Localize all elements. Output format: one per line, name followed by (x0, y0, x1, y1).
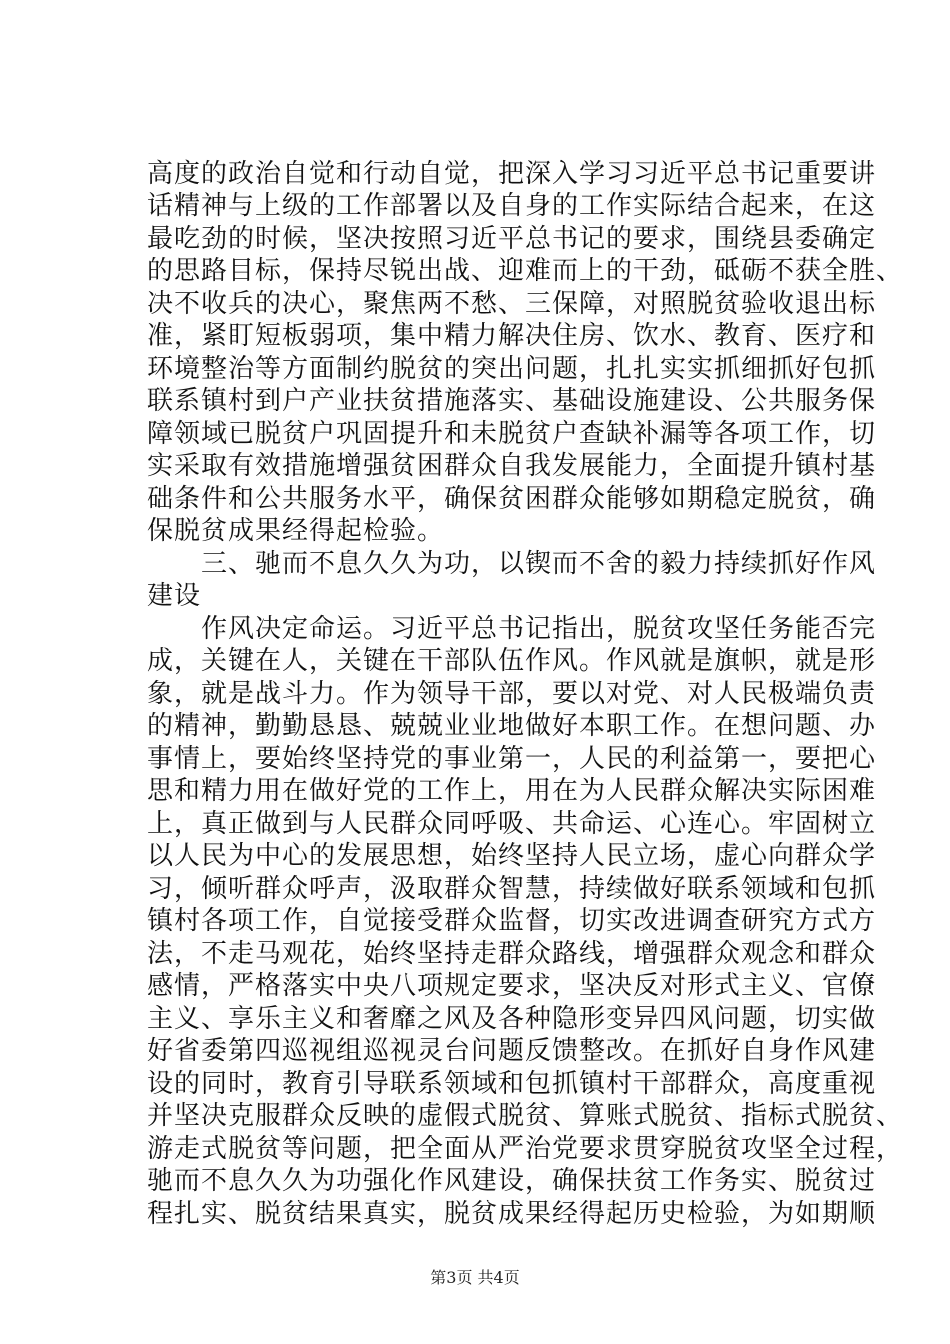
text-line: 设的同时，教育引导联系领域和包抓镇村干部群众，高度重视 (147, 1069, 877, 1099)
text-line: 联系镇村到户产业扶贫措施落实、基础设施建设、公共服务保 (147, 386, 877, 416)
section-heading-line: 三、驰而不息久久为功，以锲而不舍的毅力持续抓好作风 (147, 549, 877, 579)
text-line: 以人民为中心的发展思想，始终坚持人民立场，虚心向群众学 (147, 841, 877, 871)
text-line: 上，真正做到与人民群众同呼吸、共命运、心连心。牢固树立 (147, 809, 877, 839)
text-line: 驰而不息久久为功强化作风建设，确保扶贫工作务实、脱贫过 (147, 1166, 877, 1196)
text-line: 象，就是战斗力。作为领导干部，要以对党、对人民极端负责 (147, 679, 877, 709)
text-line: 感情，严格落实中央八项规定要求，坚决反对形式主义、官僚 (147, 971, 877, 1001)
text-line: 成，关键在人，关键在干部队伍作风。作风就是旗帜，就是形 (147, 646, 877, 676)
text-line: 镇村各项工作，自觉接受群众监督，切实改进调查研究方式方 (147, 906, 877, 936)
text-line: 环境整治等方面制约脱贫的突出问题，扎扎实实抓细抓好包抓 (147, 354, 877, 384)
text-line: 保脱贫成果经得起检验。 (147, 516, 445, 546)
text-line: 实采取有效措施增强贫困群众自我发展能力，全面提升镇村基 (147, 451, 877, 481)
text-line: 事情上，要始终坚持党的事业第一，人民的利益第一，要把心 (147, 744, 877, 774)
section-heading-line: 建设 (147, 581, 202, 611)
text-line: 的思路目标，保持尽锐出战、迎难而上的干劲，砥砺不获全胜、 (147, 256, 904, 286)
text-line: 高度的政治自觉和行动自觉，把深入学习习近平总书记重要讲 (147, 159, 877, 189)
text-line: 并坚决克服群众反映的虚假式脱贫、算账式脱贫、指标式脱贫、 (147, 1101, 904, 1131)
text-line: 法，不走马观花，始终坚持走群众路线，增强群众观念和群众 (147, 939, 877, 969)
text-line: 准，紧盯短板弱项，集中精力解决住房、饮水、教育、医疗和 (147, 321, 877, 351)
text-line: 础条件和公共服务水平，确保贫困群众能够如期稳定脱贫，确 (147, 484, 877, 514)
text-line: 好省委第四巡视组巡视灵台问题反馈整改。在抓好自身作风建 (147, 1036, 877, 1066)
text-line: 思和精力用在做好党的工作上，用在为人民群众解决实际困难 (147, 776, 877, 806)
text-line: 最吃劲的时候，坚决按照习近平总书记的要求，围绕县委确定 (147, 224, 877, 254)
text-line: 程扎实、脱贫结果真实，脱贫成果经得起历史检验，为如期顺 (147, 1199, 877, 1229)
page-footer: 第3页 共4页 (430, 1268, 520, 1287)
text-line: 障领域已脱贫户巩固提升和未脱贫户查缺补漏等各项工作，切 (147, 419, 877, 449)
text-line: 主义、享乐主义和奢靡之风及各种隐形变异四风问题，切实做 (147, 1004, 877, 1034)
text-line: 话精神与上级的工作部署以及自身的工作实际结合起来，在这 (147, 191, 877, 221)
text-line: 的精神，勤勤恳恳、兢兢业业地做好本职工作。在想问题、办 (147, 711, 877, 741)
text-line: 习，倾听群众呼声，汲取群众智慧，持续做好联系领域和包抓 (147, 874, 877, 904)
text-line: 作风决定命运。习近平总书记指出，脱贫攻坚任务能否完 (147, 614, 877, 644)
text-line: 决不收兵的决心，聚焦两不愁、三保障，对照脱贫验收退出标 (147, 289, 877, 319)
text-line: 游走式脱贫等问题，把全面从严治党要求贯穿脱贫攻坚全过程， (147, 1134, 904, 1164)
